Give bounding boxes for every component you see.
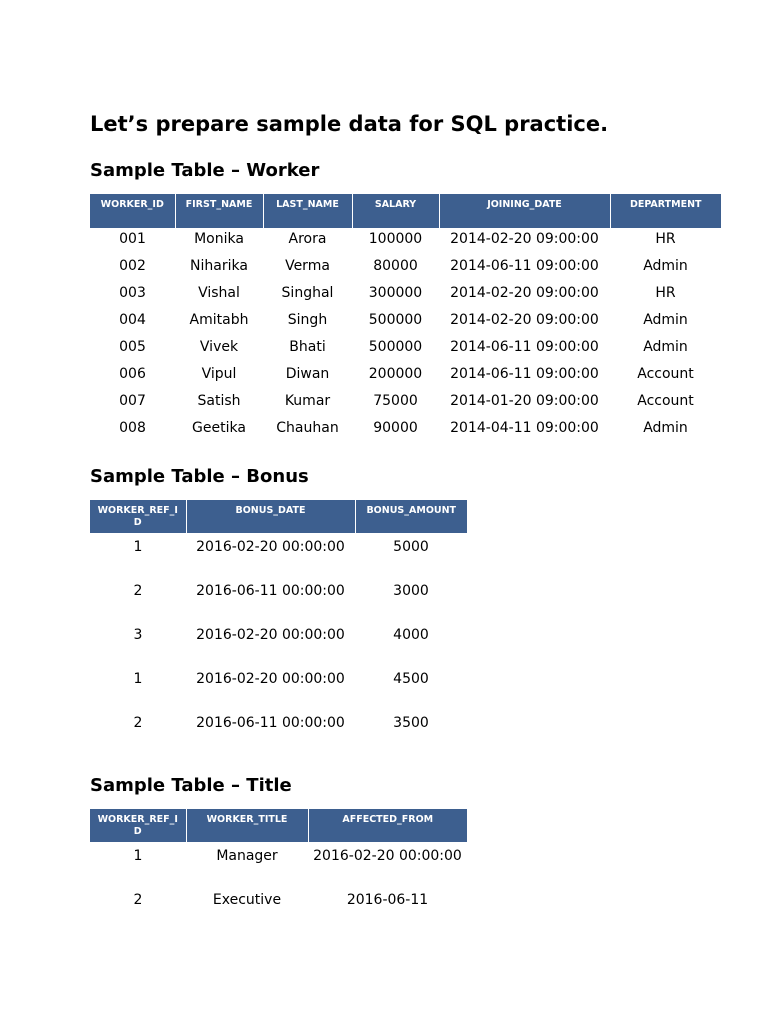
title-table — [90, 809, 467, 930]
column-header: FIRST_NAME — [175, 194, 263, 228]
table-cell: Singh — [287, 312, 328, 328]
table-cell: 5000 — [393, 539, 429, 555]
table-cell: 90000 — [373, 420, 418, 436]
table-cell: 500000 — [368, 339, 423, 355]
table-cell: 004 — [119, 312, 146, 328]
table-cell: Admin — [643, 339, 688, 355]
table-cell: 2016-06-11 00:00:00 — [196, 715, 345, 731]
table-cell: 2 — [133, 892, 143, 908]
column-header: WORKER_REF_ID — [90, 809, 186, 842]
table-cell: HR — [655, 285, 676, 301]
table-header-row — [90, 500, 467, 533]
table-cell: 3000 — [393, 583, 429, 599]
table-cell: 1 — [133, 539, 143, 555]
bonus-table — [90, 500, 467, 753]
table-cell: 2014-02-20 09:00:00 — [450, 285, 599, 301]
table-cell: Verma — [285, 258, 330, 274]
table-cell: 2 — [133, 583, 143, 599]
table-cell: 2014-02-20 09:00:00 — [450, 312, 599, 328]
table-cell: 2014-06-11 09:00:00 — [450, 366, 599, 382]
table-cell: 4500 — [393, 671, 429, 687]
table-cell: Admin — [643, 258, 688, 274]
table-row — [90, 665, 467, 709]
table-cell: 1 — [133, 848, 143, 864]
table-cell: 100000 — [368, 231, 423, 247]
table-cell: Vishal — [198, 285, 240, 301]
table-cell: 2014-01-20 09:00:00 — [450, 393, 599, 409]
table-cell: Executive — [212, 892, 282, 908]
table-cell: HR — [655, 231, 676, 247]
table-cell: 008 — [119, 420, 146, 436]
column-header: AFFECTED_FROM — [308, 809, 467, 842]
table-row — [90, 417, 721, 444]
table-cell: 2014-06-11 09:00:00 — [450, 339, 599, 355]
table-row — [90, 363, 721, 390]
table-cell: 2014-04-11 09:00:00 — [450, 420, 599, 436]
table-cell: 2016-06-11 00:00:00 — [196, 583, 345, 599]
column-header: WORKER_ID — [90, 194, 175, 228]
table-cell: 75000 — [373, 393, 418, 409]
table-cell: Account — [637, 393, 694, 409]
table-row — [90, 709, 467, 753]
bonus-table-heading: Sample Table – Bonus — [90, 466, 309, 487]
table-row — [90, 886, 467, 930]
table-cell: Monika — [194, 231, 244, 247]
table-cell: Vivek — [199, 339, 239, 355]
worker-table-heading: Sample Table – Worker — [90, 160, 320, 181]
table-cell: 200000 — [368, 366, 423, 382]
table-row — [90, 533, 467, 577]
table-cell: 1 — [133, 671, 143, 687]
table-cell: 500000 — [368, 312, 423, 328]
column-header: JOINING_DATE — [439, 194, 610, 228]
page-title: Let’s prepare sample data for SQL practice. — [90, 112, 609, 136]
column-header: BONUS_AMOUNT — [355, 500, 467, 533]
table-cell: 2014-06-11 09:00:00 — [450, 258, 599, 274]
column-header: LAST_NAME — [263, 194, 352, 228]
table-cell: Admin — [643, 420, 688, 436]
title-table-heading: Sample Table – Title — [90, 775, 292, 796]
table-cell: 2016-02-20 00:00:00 — [196, 671, 345, 687]
table-cell: 2014-02-20 09:00:00 — [450, 231, 599, 247]
table-cell: Satish — [197, 393, 241, 409]
table-header-row — [90, 194, 721, 228]
table-cell: 2016-06-11 — [346, 892, 429, 908]
table-row — [90, 390, 721, 417]
table-cell: 001 — [119, 231, 146, 247]
table-cell: Bhati — [289, 339, 326, 355]
table-cell: 2016-02-20 00:00:00 — [313, 848, 462, 864]
table-cell: Manager — [216, 848, 278, 864]
table-cell: 3500 — [393, 715, 429, 731]
table-cell: Diwan — [285, 366, 330, 382]
table-cell: Amitabh — [189, 312, 249, 328]
table-row — [90, 842, 467, 886]
table-row — [90, 228, 721, 255]
table-cell: 007 — [119, 393, 146, 409]
table-cell: 006 — [119, 366, 146, 382]
table-row — [90, 336, 721, 363]
table-row — [90, 577, 467, 621]
column-header: BONUS_DATE — [186, 500, 355, 533]
table-cell: Niharika — [190, 258, 248, 274]
table-cell: Account — [637, 366, 694, 382]
table-cell: 005 — [119, 339, 146, 355]
table-cell: Arora — [288, 231, 327, 247]
column-header: WORKER_REF_ID — [90, 500, 186, 533]
column-header: DEPARTMENT — [610, 194, 721, 228]
table-cell: 2016-02-20 00:00:00 — [196, 539, 345, 555]
table-cell: 300000 — [368, 285, 423, 301]
table-cell: 003 — [119, 285, 146, 301]
table-cell: Vipul — [201, 366, 237, 382]
worker-table — [90, 194, 721, 444]
table-header-row — [90, 809, 467, 842]
table-row — [90, 309, 721, 336]
table-cell: 002 — [119, 258, 146, 274]
table-row — [90, 621, 467, 665]
column-header: SALARY — [352, 194, 439, 228]
table-cell: 2016-02-20 00:00:00 — [196, 627, 345, 643]
table-cell: 80000 — [373, 258, 418, 274]
table-cell: 4000 — [393, 627, 429, 643]
table-cell: Admin — [643, 312, 688, 328]
table-cell: Singhal — [281, 285, 334, 301]
table-cell: 3 — [133, 627, 143, 643]
table-cell: Chauhan — [276, 420, 339, 436]
table-cell: Kumar — [284, 393, 331, 409]
table-row — [90, 255, 721, 282]
table-cell: Geetika — [192, 420, 246, 436]
column-header: WORKER_TITLE — [186, 809, 308, 842]
table-row — [90, 282, 721, 309]
table-cell: 2 — [133, 715, 143, 731]
